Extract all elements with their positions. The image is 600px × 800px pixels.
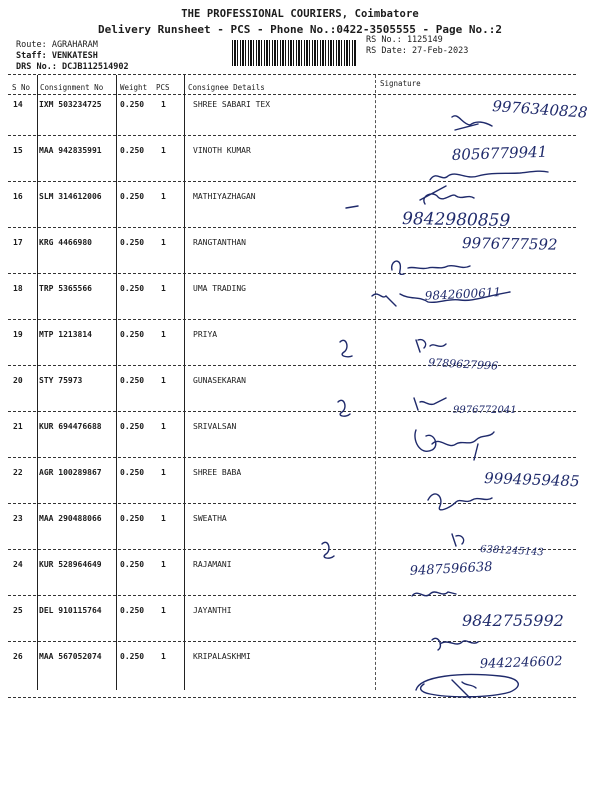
row-phone: 8056779941 xyxy=(451,142,548,164)
row-weight: 0.250 xyxy=(120,560,145,569)
row-sno: 19 xyxy=(13,330,23,339)
row-sno: 17 xyxy=(13,238,23,247)
row-pcs: 1 xyxy=(161,192,166,201)
col-consignee: Consignee Details xyxy=(188,83,265,92)
row-sno: 18 xyxy=(13,284,23,293)
col-sno: S No xyxy=(12,83,31,92)
signature-scribble xyxy=(432,638,478,650)
row-consignee: RAJAMANI xyxy=(193,560,232,569)
row-weight: 0.250 xyxy=(120,330,145,339)
row-weight: 0.250 xyxy=(120,652,145,661)
company-title: THE PROFESSIONAL COURIERS, Coimbatore xyxy=(181,8,419,20)
row-phone: 9976772041 xyxy=(453,405,517,416)
row-consignee: SHREE BABA xyxy=(193,468,242,477)
row-consignee: GUNASEKARAN xyxy=(193,376,246,385)
row-phone: 9842600611 xyxy=(424,285,502,303)
row-consignee: SHREE SABARI TEX xyxy=(193,100,271,109)
row-consignment: DEL 910115764 xyxy=(39,606,102,615)
row-consignee: KRIPALASKHMI xyxy=(193,652,251,661)
row-consignment: KRG 4466980 xyxy=(39,238,92,247)
row-phone: 9976777592 xyxy=(461,234,558,254)
row-weight: 0.250 xyxy=(120,192,145,201)
row-consignment: MTP 1213814 xyxy=(39,330,92,339)
signature-scribble xyxy=(322,534,464,558)
signature-scribble xyxy=(338,398,446,416)
row-consignee: VINOTH KUMAR xyxy=(193,146,251,155)
row-weight: 0.250 xyxy=(120,146,145,155)
signature-scribble xyxy=(452,116,492,130)
row-weight: 0.250 xyxy=(120,422,145,431)
col-signature: Signature xyxy=(380,79,421,88)
row-sno: 14 xyxy=(13,100,23,109)
row-weight: 0.250 xyxy=(120,376,145,385)
row-pcs: 1 xyxy=(161,514,166,523)
row-sno: 22 xyxy=(13,468,23,477)
row-phone: 9789627996 xyxy=(427,356,499,373)
signature-scribble xyxy=(412,592,456,596)
row-sno: 20 xyxy=(13,376,23,385)
row-pcs: 1 xyxy=(161,606,166,615)
rs-date: RS Date: 27-Feb-2023 xyxy=(366,46,469,56)
row-sno: 25 xyxy=(13,606,23,615)
row-weight: 0.250 xyxy=(120,238,145,247)
row-consignment: TRP 5365566 xyxy=(39,284,92,293)
row-consignee: UMA TRADING xyxy=(193,284,246,293)
row-consignment: MAA 290488066 xyxy=(39,514,102,523)
signature-scribble xyxy=(416,675,518,698)
row-consignee: SWEATHA xyxy=(193,514,227,523)
row-sno: 24 xyxy=(13,560,23,569)
runsheet-title: Delivery Runsheet - PCS - Phone No.:0422-3505555 - Page No.:2 xyxy=(98,23,502,36)
row-pcs: 1 xyxy=(161,422,166,431)
row-weight: 0.250 xyxy=(120,514,145,523)
row-pcs: 1 xyxy=(161,238,166,247)
row-sno: 15 xyxy=(13,146,23,155)
rs-number: RS No.: 1125149 xyxy=(366,35,443,45)
row-consignee: PRIYA xyxy=(193,330,218,339)
signature-scribble xyxy=(346,186,474,208)
row-pcs: 1 xyxy=(161,146,166,155)
row-consignment: KUR 528964649 xyxy=(39,560,102,569)
row-phone: 9976340828 xyxy=(491,97,589,122)
row-sno: 23 xyxy=(13,514,23,523)
row-sno: 21 xyxy=(13,422,23,431)
row-phone: 9842980859 xyxy=(401,209,511,231)
signature-scribble xyxy=(430,171,548,180)
row-weight: 0.250 xyxy=(120,100,145,109)
row-pcs: 1 xyxy=(161,560,166,569)
row-sno: 26 xyxy=(13,652,23,661)
row-consignment: MAA 942835991 xyxy=(39,146,102,155)
row-weight: 0.250 xyxy=(120,468,145,477)
row-consignment: IXM 503234725 xyxy=(39,100,102,109)
row-phone: 9842755992 xyxy=(462,611,564,630)
signature-scribble xyxy=(340,340,446,357)
row-phone: 9487596638 xyxy=(409,559,493,579)
signature-scribble xyxy=(428,494,492,510)
row-phone: 9994959485 xyxy=(483,469,580,491)
row-pcs: 1 xyxy=(161,652,166,661)
staff-label: Staff: VENKATESH xyxy=(16,51,98,61)
signature-scribble xyxy=(392,261,470,274)
row-consignment: KUR 694476688 xyxy=(39,422,102,431)
signature-scribble xyxy=(415,430,494,460)
row-consignee: SRIVALSAN xyxy=(193,422,237,431)
row-consignment: AGR 100289867 xyxy=(39,468,102,477)
row-weight: 0.250 xyxy=(120,284,145,293)
row-consignment: MAA 567052074 xyxy=(39,652,102,661)
drs-number: DRS No.: DCJB112514902 xyxy=(16,62,129,72)
row-weight: 0.250 xyxy=(120,606,145,615)
row-consignment: STY 75973 xyxy=(39,376,83,385)
row-consignee: JAYANTHI xyxy=(193,606,232,615)
row-pcs: 1 xyxy=(161,100,166,109)
row-pcs: 1 xyxy=(161,330,166,339)
row-phone: 9442246602 xyxy=(479,654,563,672)
row-consignee: RANGTANTHAN xyxy=(193,238,246,247)
row-pcs: 1 xyxy=(161,284,166,293)
route-label: Route: AGRAHARAM xyxy=(16,40,98,50)
row-phone: 6381245143 xyxy=(479,544,544,559)
col-consignment: Consignment No xyxy=(40,83,104,92)
row-consignee: MATHIYAZHAGAN xyxy=(193,192,256,201)
col-pcs: PCS xyxy=(156,83,170,92)
row-sno: 16 xyxy=(13,192,23,201)
row-pcs: 1 xyxy=(161,468,166,477)
row-consignment: SLM 314612006 xyxy=(39,192,102,201)
row-pcs: 1 xyxy=(161,376,166,385)
col-weight: Weight xyxy=(120,83,148,92)
